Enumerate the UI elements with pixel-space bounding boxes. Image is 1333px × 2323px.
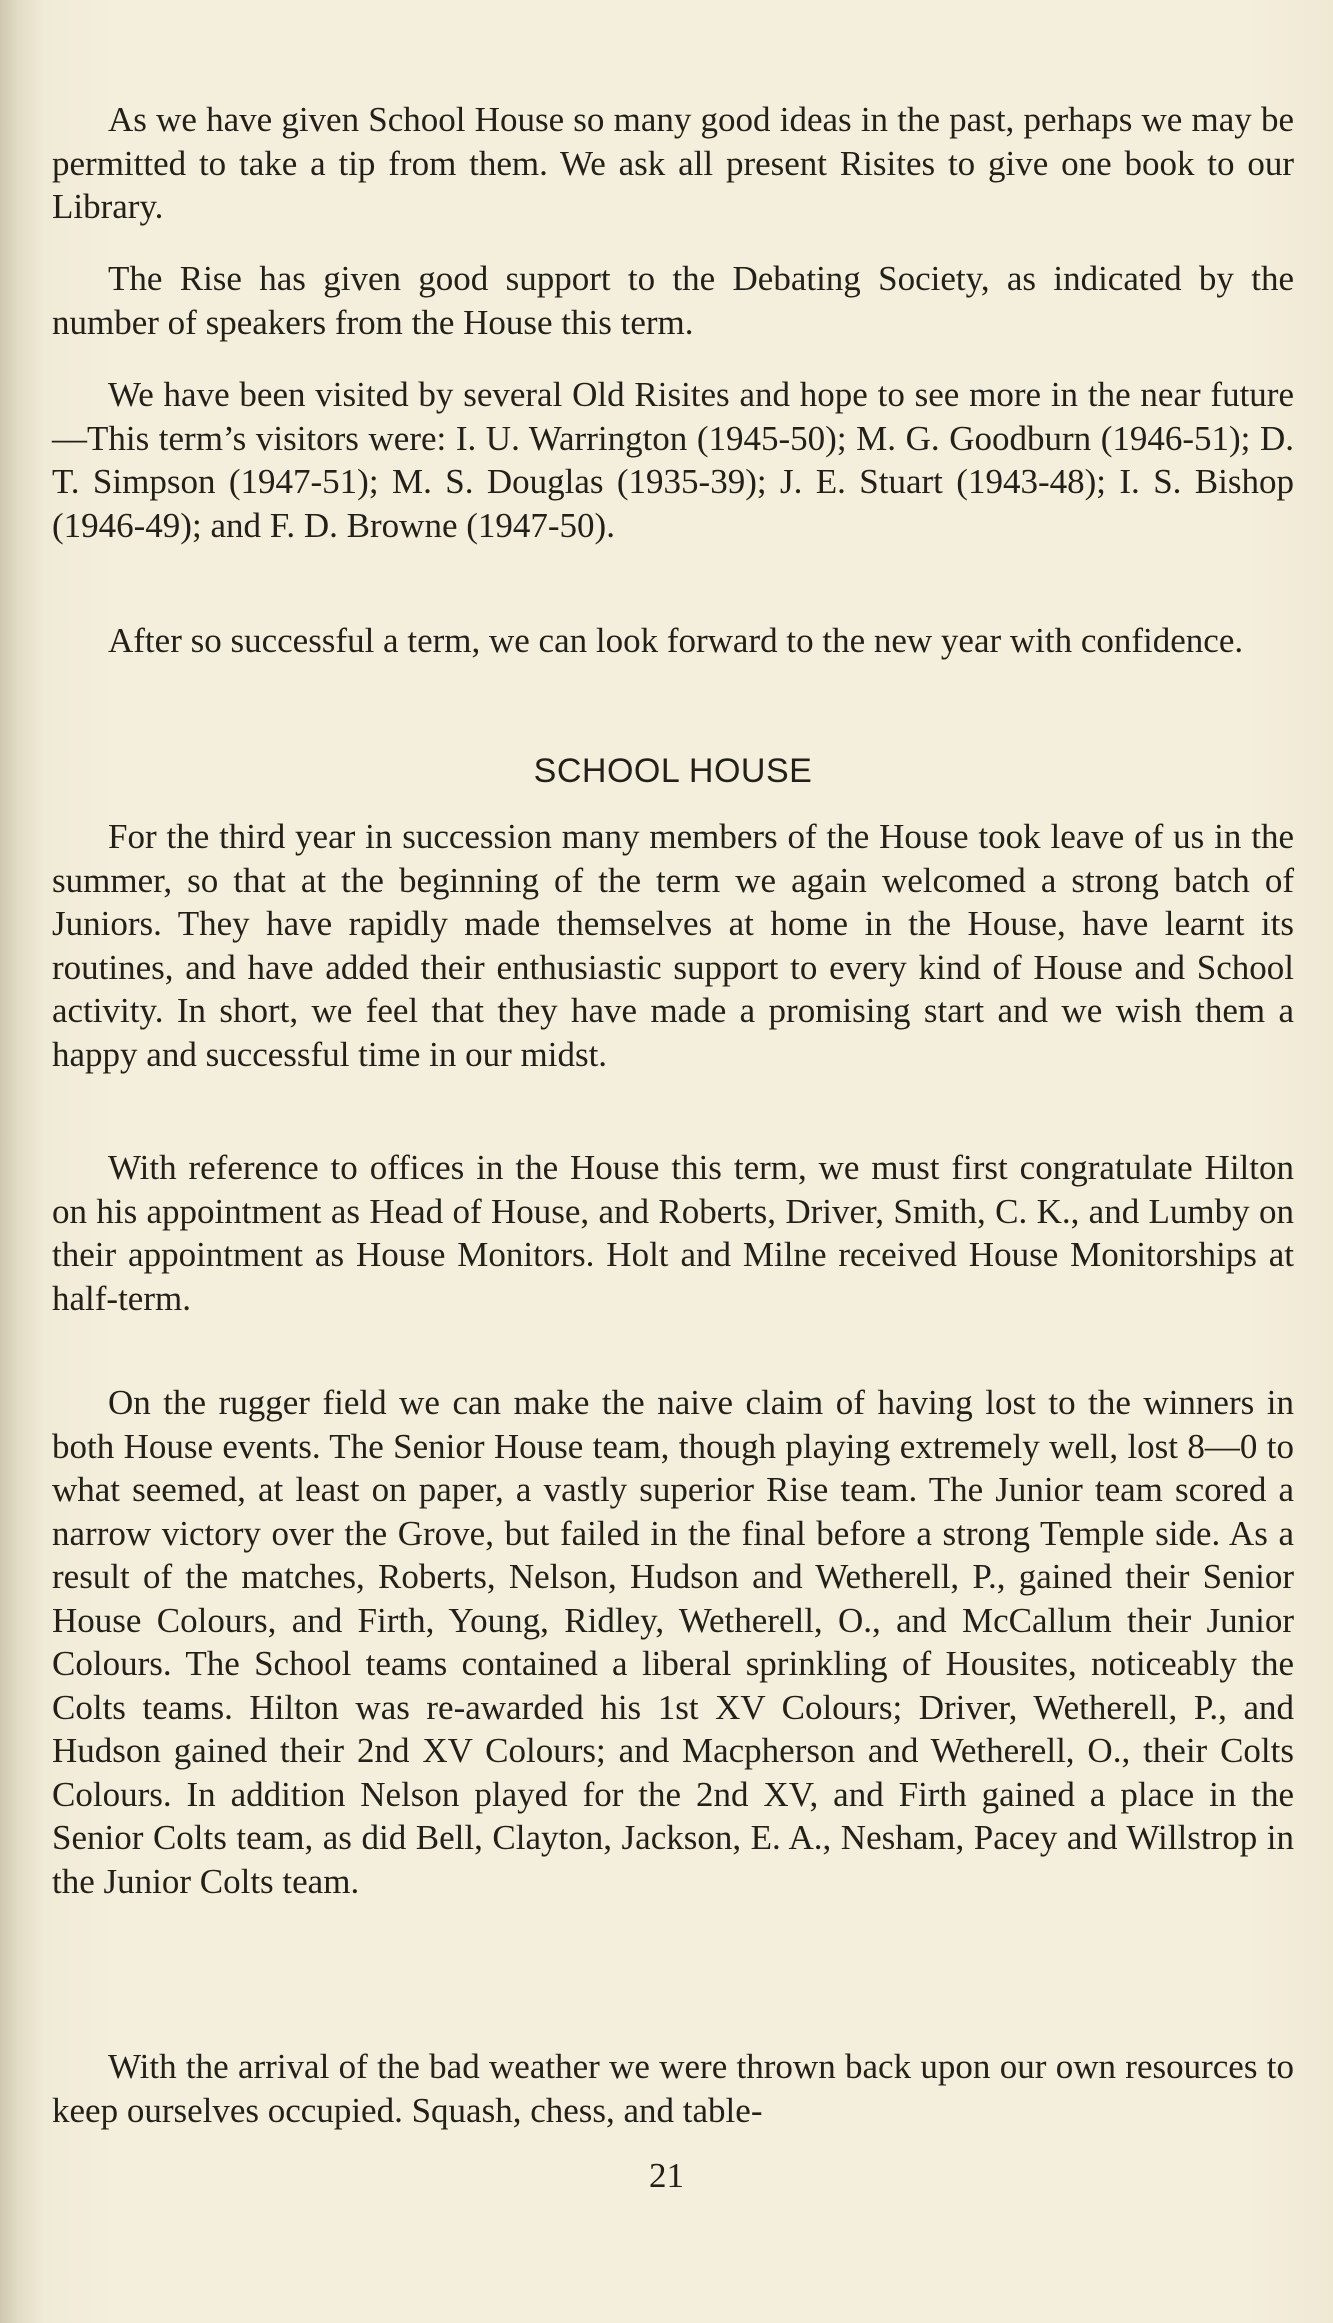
paragraph-old-risites-visitors: We have been visited by several Old Risites and hope to see more in the near future—This term’s visitors were: I. U. Warrington (1945-50); M. G. Goodburn (1946-51); D. T. Simpson (1947-51); M. S. Douglas (1935-39); J. E. Stuart (1943-48); I. S. Bishop (1946-49); and F. D. Browne (1947-50). [52,375,1294,545]
page-number: 21 [649,2156,684,2195]
paragraph-closing-confidence: After so successful a term, we can look forward to the new year with confidence. [108,621,1244,660]
paragraph-house-offices: With reference to offices in the House this term, we must first congratulate Hilton on his appointment as Head of House, and Roberts, Driver, Smith, C. K., and Lumby on their appointment as House Monitors. Holt and Milne received House Monitorships at half-term. [52,1148,1294,1318]
paragraph-juniors-welcome: For the third year in succession many members of the House took leave of us in the summer, so that at the beginning of the term we again welcomed a strong batch of Juniors. They have rapidly made themselves at home in the House, have learnt its routines, and have added their enthusiastic support to every kind of House and School activity. In short, we feel that they have made a promising start and we wish them a happy and successful time in our midst. [52,817,1294,1074]
paragraph-rugger-report: On the rugger field we can make the naive claim of having lost to the winners in both House events. The Senior House team, though playing extremely well, lost 8—0 to what seemed, at least on paper, a vastly superior Rise team. The Junior team scored a narrow victory over the Grove, but failed in the final before a strong Temple side. As a result of the matches, Roberts, Nelson, Hudson and Wetherell, P., gained their Senior House Colours, and Firth, Young, Ridley, Wetherell, O., and McCallum their Junior Colours. The School teams contained a liberal sprinkling of Housites, noticeably the Colts teams. Hilton was re-awarded his 1st XV Colours; Driver, Wetherell, P., and Hudson gained their 2nd XV Colours; and Macpherson and Wetherell, O., their Colts Colours. In addition Nelson played for the 2nd XV, and Firth gained a place in the Senior Colts team, as did Bell, Clayton, Jackson, E. A., Nesham, Pacey and Willstrop in the Junior Colts team. [52,1383,1294,1901]
section-heading-school-house: SCHOOL HOUSE [533,752,813,790]
paragraph-debating-society: The Rise has given good support to the Debating Society, as indicated by the number of speakers from the House this term. [52,259,1294,342]
paragraph-bad-weather: With the arrival of the bad weather we were thrown back upon our own resources to keep ourselves occupied. Squash, chess, and table- [52,2047,1294,2130]
paragraph-library-appeal: As we have given School House so many good ideas in the past, perhaps we may be permitted to take a tip from them. We ask all present Risites to give one book to our Library. [52,100,1294,226]
